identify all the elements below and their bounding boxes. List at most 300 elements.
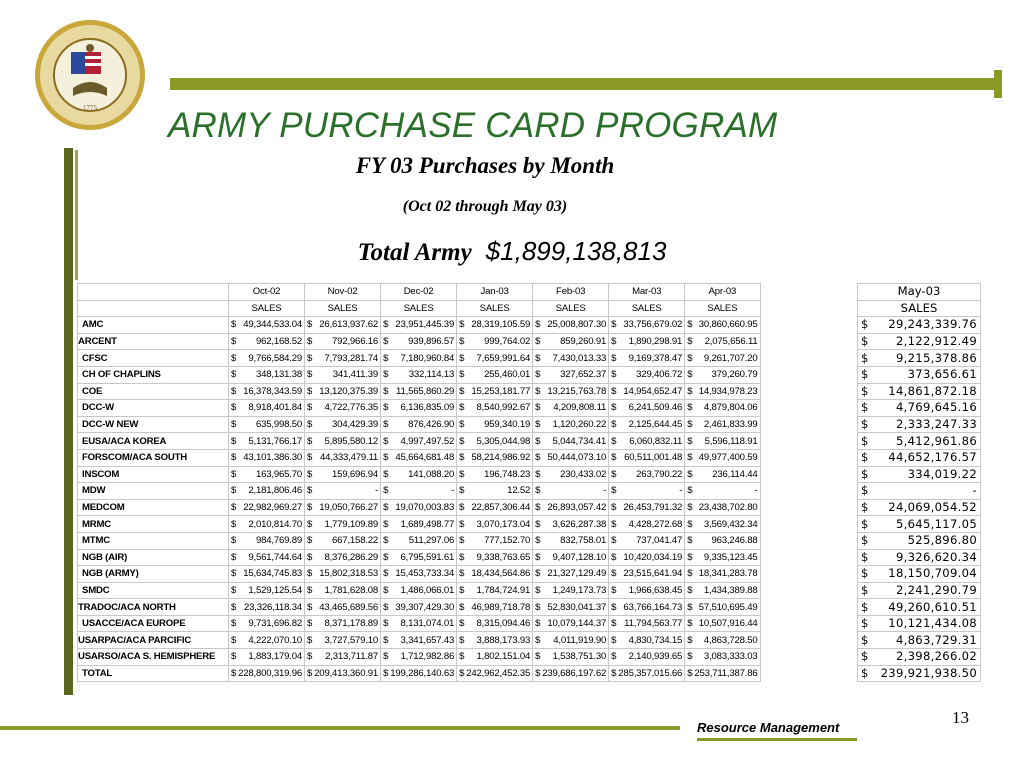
amount-cell: -	[388, 483, 456, 500]
currency-sign: $	[685, 599, 693, 616]
currency-sign: $	[457, 433, 465, 450]
currency-sign: $	[305, 615, 313, 632]
row-label: COE	[78, 383, 229, 400]
currency-sign: $	[457, 416, 465, 433]
amount-cell: 9,215,378.86	[871, 350, 980, 367]
amount-cell: 43,101,386.30	[236, 449, 304, 466]
currency-sign: $	[305, 499, 313, 516]
amount-cell: 1,784,724.91	[464, 582, 532, 599]
row-label: CH OF CHAPLINS	[78, 366, 229, 383]
amount-cell: 9,335,123.45	[692, 549, 760, 566]
currency-sign: $	[609, 532, 617, 549]
currency-sign: $	[609, 483, 617, 500]
currency-sign: $	[305, 433, 313, 450]
currency-sign: $	[457, 466, 465, 483]
currency-sign: $	[229, 549, 237, 566]
amount-cell: 832,758.01	[540, 532, 608, 549]
currency-sign: $	[305, 649, 313, 666]
amount-cell: 230,433.02	[540, 466, 608, 483]
amount-cell: -	[540, 483, 608, 500]
currency-sign: $	[457, 317, 465, 334]
currency-sign: $	[229, 665, 237, 682]
currency-sign: $	[381, 615, 389, 632]
currency-sign: $	[229, 483, 237, 500]
sales-subheader: SALES	[858, 300, 981, 317]
amount-cell: 49,260,610.51	[871, 599, 980, 616]
amount-cell: 285,357,015.66	[616, 665, 684, 682]
currency-sign: $	[457, 449, 465, 466]
currency-sign: $	[609, 665, 617, 682]
may-row	[858, 632, 981, 649]
amount-cell: 14,861,872.18	[871, 383, 980, 400]
currency-sign: $	[381, 350, 389, 367]
currency-sign: $	[685, 366, 693, 383]
currency-sign: $	[533, 665, 541, 682]
row-label: CFSC	[78, 350, 229, 367]
amount-cell: 159,696.94	[312, 466, 380, 483]
amount-cell: 26,613,937.62	[312, 317, 380, 334]
amount-cell: 876,426.90	[388, 416, 456, 433]
amount-cell: 6,795,591.61	[388, 549, 456, 566]
currency-sign: $	[609, 317, 617, 334]
currency-sign: $	[609, 350, 617, 367]
amount-cell: 1,890,298.91	[616, 333, 684, 350]
amount-cell: 14,954,652.47	[616, 383, 684, 400]
table-subheader-row	[78, 300, 761, 317]
row-label: MTMC	[78, 532, 229, 549]
currency-sign: $	[533, 466, 541, 483]
amount-cell: 18,150,709.04	[871, 566, 980, 583]
row-label: TOTAL	[78, 665, 229, 682]
currency-sign: $	[685, 632, 693, 649]
table-header-row	[78, 284, 761, 301]
amount-cell: 3,727,579.10	[312, 632, 380, 649]
amount-cell: 9,338,763.65	[464, 549, 532, 566]
amount-cell: 23,326,118.34	[236, 599, 304, 616]
amount-cell: 3,626,287.38	[540, 516, 608, 533]
amount-cell: 5,645,117.05	[871, 516, 980, 533]
amount-cell: 9,561,744.64	[236, 549, 304, 566]
amount-cell: 4,863,729.31	[871, 632, 980, 649]
top-accent-bar-end	[994, 70, 1002, 98]
amount-cell: 24,069,054.52	[871, 499, 980, 516]
amount-cell: 11,565,860.29	[388, 383, 456, 400]
currency-sign: $	[858, 416, 872, 433]
table-row	[78, 449, 761, 466]
amount-cell: 4,011,919.90	[540, 632, 608, 649]
amount-cell: 26,893,057.42	[540, 499, 608, 516]
currency-sign: $	[229, 350, 237, 367]
amount-cell: 209,413,360.91	[312, 665, 380, 682]
amount-cell: 255,460.01	[464, 366, 532, 383]
amount-cell: 163,965.70	[236, 466, 304, 483]
currency-sign: $	[533, 483, 541, 500]
currency-sign: $	[858, 582, 872, 599]
amount-cell: 3,341,657.43	[388, 632, 456, 649]
currency-sign: $	[457, 649, 465, 666]
amount-cell: 253,711,387.86	[692, 665, 760, 682]
amount-cell: 6,136,835.09	[388, 400, 456, 417]
currency-sign: $	[685, 615, 693, 632]
amount-cell: 22,982,969.27	[236, 499, 304, 516]
may-row	[858, 366, 981, 383]
month-header: Oct-02	[229, 284, 305, 301]
amount-cell: 667,158.22	[312, 532, 380, 549]
currency-sign: $	[457, 516, 465, 533]
amount-cell: 8,131,074.01	[388, 615, 456, 632]
currency-sign: $	[457, 333, 465, 350]
subheader-corner-cell	[78, 300, 229, 317]
amount-cell: 5,305,044.98	[464, 433, 532, 450]
row-label: DCC-W	[78, 400, 229, 417]
row-label: INSCOM	[78, 466, 229, 483]
currency-sign: $	[457, 549, 465, 566]
slide-period: (Oct 02 through May 03)	[402, 198, 568, 215]
amount-cell: -	[616, 483, 684, 500]
amount-cell: 22,857,306.44	[464, 499, 532, 516]
amount-cell: 4,209,808.11	[540, 400, 608, 417]
currency-sign: $	[381, 532, 389, 549]
currency-sign: $	[229, 599, 237, 616]
may-row	[858, 333, 981, 350]
table-row	[78, 383, 761, 400]
amount-cell: -	[871, 483, 980, 500]
amount-cell: 1,689,498.77	[388, 516, 456, 533]
amount-cell: 348,131.38	[236, 366, 304, 383]
currency-sign: $	[305, 317, 313, 334]
table-row	[78, 632, 761, 649]
currency-sign: $	[858, 433, 872, 450]
currency-sign: $	[381, 433, 389, 450]
currency-sign: $	[305, 466, 313, 483]
bottom-accent-bar	[0, 726, 680, 730]
table-row	[78, 466, 761, 483]
amount-cell: 46,989,718.78	[464, 599, 532, 616]
amount-cell: 792,966.16	[312, 333, 380, 350]
may-row	[858, 383, 981, 400]
currency-sign: $	[858, 317, 872, 334]
page-number: 13	[952, 708, 969, 727]
currency-sign: $	[305, 416, 313, 433]
currency-sign: $	[858, 599, 872, 616]
amount-cell: 4,830,734.15	[616, 632, 684, 649]
currency-sign: $	[685, 549, 693, 566]
total-army-line	[0, 236, 1024, 267]
amount-cell: 10,079,144.37	[540, 615, 608, 632]
amount-cell: 1,120,260.22	[540, 416, 608, 433]
amount-cell: 15,802,318.53	[312, 566, 380, 583]
amount-cell: 11,794,563.77	[616, 615, 684, 632]
amount-cell: 7,793,281.74	[312, 350, 380, 367]
month-header: Apr-03	[685, 284, 760, 301]
currency-sign: $	[381, 516, 389, 533]
may-row	[858, 615, 981, 632]
currency-sign: $	[533, 400, 541, 417]
left-accent-bar	[64, 148, 73, 695]
currency-sign: $	[685, 665, 693, 682]
amount-cell: 60,511,001.48	[616, 449, 684, 466]
amount-cell: 14,934,978.23	[692, 383, 760, 400]
currency-sign: $	[229, 400, 237, 417]
currency-sign: $	[381, 632, 389, 649]
month-header: Mar-03	[609, 284, 685, 301]
currency-sign: $	[858, 366, 872, 383]
amount-cell: 2,313,711.87	[312, 649, 380, 666]
amount-cell: 8,540,992.67	[464, 400, 532, 417]
total-army-value: $1,899,138,813	[485, 236, 667, 266]
amount-cell: 2,398,266.02	[871, 649, 980, 666]
amount-cell: 15,634,745.83	[236, 566, 304, 583]
currency-sign: $	[229, 466, 237, 483]
currency-sign: $	[381, 582, 389, 599]
amount-cell: 7,180,960.84	[388, 350, 456, 367]
row-label: USACCE/ACA EUROPE	[78, 615, 229, 632]
month-header: Nov-02	[305, 284, 381, 301]
currency-sign: $	[685, 499, 693, 516]
currency-sign: $	[685, 317, 693, 334]
currency-sign: $	[609, 632, 617, 649]
amount-cell: 57,510,695.49	[692, 599, 760, 616]
amount-cell: 334,019.22	[871, 466, 980, 483]
amount-cell: 1,712,982.86	[388, 649, 456, 666]
slide-title: ARMY PURCHASE CARD PROGRAM	[168, 106, 778, 145]
may-subheader-row	[858, 300, 981, 317]
currency-sign: $	[457, 615, 465, 632]
amount-cell: 2,010,814.70	[236, 516, 304, 533]
currency-sign: $	[533, 582, 541, 599]
may-purchases-table	[857, 283, 981, 682]
may-row	[858, 400, 981, 417]
row-label: USARPAC/ACA PARCIFIC	[78, 632, 229, 649]
currency-sign: $	[609, 566, 617, 583]
amount-cell: 239,921,938.50	[871, 665, 980, 682]
currency-sign: $	[305, 483, 313, 500]
amount-cell: 9,407,128.10	[540, 549, 608, 566]
amount-cell: 963,246.88	[692, 532, 760, 549]
amount-cell: 777,152.70	[464, 532, 532, 549]
currency-sign: $	[457, 483, 465, 500]
amount-cell: 1,529,125.54	[236, 582, 304, 599]
currency-sign: $	[609, 466, 617, 483]
amount-cell: 4,997,497.52	[388, 433, 456, 450]
currency-sign: $	[858, 400, 872, 417]
table-row	[78, 549, 761, 566]
table-row	[78, 317, 761, 334]
amount-cell: 21,327,129.49	[540, 566, 608, 583]
amount-cell: 26,453,791.32	[616, 499, 684, 516]
currency-sign: $	[858, 549, 872, 566]
amount-cell: 635,998.50	[236, 416, 304, 433]
currency-sign: $	[229, 632, 237, 649]
row-label: AMC	[78, 317, 229, 334]
currency-sign: $	[685, 532, 693, 549]
currency-sign: $	[609, 383, 617, 400]
amount-cell: 1,249,173.73	[540, 582, 608, 599]
amount-cell: 304,429.39	[312, 416, 380, 433]
amount-cell: 13,120,375.39	[312, 383, 380, 400]
currency-sign: $	[457, 499, 465, 516]
currency-sign: $	[229, 333, 237, 350]
currency-sign: $	[457, 366, 465, 383]
currency-sign: $	[685, 516, 693, 533]
currency-sign: $	[609, 333, 617, 350]
sales-subheader: SALES	[381, 300, 457, 317]
currency-sign: $	[858, 632, 872, 649]
amount-cell: 4,222,070.10	[236, 632, 304, 649]
currency-sign: $	[609, 582, 617, 599]
amount-cell: 959,340.19	[464, 416, 532, 433]
currency-sign: $	[533, 366, 541, 383]
table-row	[78, 483, 761, 500]
amount-cell: 939,896.57	[388, 333, 456, 350]
currency-sign: $	[457, 566, 465, 583]
amount-cell: 9,169,378.47	[616, 350, 684, 367]
amount-cell: 236,114.44	[692, 466, 760, 483]
currency-sign: $	[609, 615, 617, 632]
month-header: Dec-02	[381, 284, 457, 301]
sales-subheader: SALES	[685, 300, 760, 317]
may-row	[858, 483, 981, 500]
currency-sign: $	[229, 383, 237, 400]
currency-sign: $	[858, 483, 872, 500]
amount-cell: 15,253,181.77	[464, 383, 532, 400]
row-label: EUSA/ACA KOREA	[78, 433, 229, 450]
amount-cell: 49,344,533.04	[236, 317, 304, 334]
row-label: NGB (AIR)	[78, 549, 229, 566]
currency-sign: $	[229, 433, 237, 450]
amount-cell: 12.52	[464, 483, 532, 500]
table-row	[78, 566, 761, 583]
amount-cell: 239,686,197.62	[540, 665, 608, 682]
amount-cell: 33,756,679.02	[616, 317, 684, 334]
amount-cell: -	[312, 483, 380, 500]
currency-sign: $	[609, 599, 617, 616]
currency-sign: $	[381, 649, 389, 666]
amount-cell: 962,168.52	[236, 333, 304, 350]
currency-sign: $	[381, 499, 389, 516]
currency-sign: $	[381, 333, 389, 350]
currency-sign: $	[533, 350, 541, 367]
currency-sign: $	[229, 566, 237, 583]
header-corner-cell	[78, 284, 229, 301]
row-label: ARCENT	[78, 333, 229, 350]
currency-sign: $	[229, 317, 237, 334]
amount-cell: 18,434,564.86	[464, 566, 532, 583]
amount-cell: 4,863,728.50	[692, 632, 760, 649]
row-label: DCC-W NEW	[78, 416, 229, 433]
sales-subheader: SALES	[609, 300, 685, 317]
month-header: Feb-03	[533, 284, 609, 301]
sales-subheader: SALES	[305, 300, 381, 317]
amount-cell: 29,243,339.76	[871, 317, 980, 334]
amount-cell: 4,879,804.06	[692, 400, 760, 417]
amount-cell: 2,140,939.65	[616, 649, 684, 666]
amount-cell: 44,333,479.11	[312, 449, 380, 466]
amount-cell: 1,781,628.08	[312, 582, 380, 599]
currency-sign: $	[685, 483, 693, 500]
table-row	[78, 416, 761, 433]
currency-sign: $	[533, 333, 541, 350]
amount-cell: 58,214,986.92	[464, 449, 532, 466]
currency-sign: $	[305, 350, 313, 367]
amount-cell: 13,215,763.78	[540, 383, 608, 400]
amount-cell: 15,453,733.34	[388, 566, 456, 583]
currency-sign: $	[533, 499, 541, 516]
amount-cell: 8,371,178.89	[312, 615, 380, 632]
svg-text:1775: 1775	[83, 104, 97, 112]
currency-sign: $	[685, 449, 693, 466]
amount-cell: 141,088.20	[388, 466, 456, 483]
may-row	[858, 350, 981, 367]
currency-sign: $	[533, 532, 541, 549]
row-label: FORSCOM/ACA SOUTH	[78, 449, 229, 466]
amount-cell: 984,769.89	[236, 532, 304, 549]
may-row	[858, 549, 981, 566]
currency-sign: $	[305, 383, 313, 400]
table-row	[78, 499, 761, 516]
currency-sign: $	[533, 449, 541, 466]
currency-sign: $	[305, 632, 313, 649]
currency-sign: $	[533, 632, 541, 649]
amount-cell: 3,070,173.04	[464, 516, 532, 533]
amount-cell: 6,241,509.46	[616, 400, 684, 417]
currency-sign: $	[533, 549, 541, 566]
sales-subheader: SALES	[457, 300, 533, 317]
currency-sign: $	[457, 599, 465, 616]
amount-cell: 9,326,620.34	[871, 549, 980, 566]
table-row	[78, 615, 761, 632]
currency-sign: $	[305, 665, 313, 682]
total-army-label: Total Army	[357, 239, 472, 266]
currency-sign: $	[609, 433, 617, 450]
currency-sign: $	[381, 383, 389, 400]
amount-cell: 196,748.23	[464, 466, 532, 483]
total-row	[78, 665, 761, 682]
may-row	[858, 566, 981, 583]
currency-sign: $	[533, 566, 541, 583]
table-row	[78, 582, 761, 599]
amount-cell: 737,041.47	[616, 532, 684, 549]
amount-cell: 2,125,644.45	[616, 416, 684, 433]
row-label: USARSO/ACA S. HEMISPHERE	[78, 649, 229, 666]
currency-sign: $	[229, 449, 237, 466]
amount-cell: 8,376,286.29	[312, 549, 380, 566]
currency-sign: $	[858, 566, 872, 583]
row-label: MDW	[78, 483, 229, 500]
amount-cell: 373,656.61	[871, 366, 980, 383]
row-label: MEDCOM	[78, 499, 229, 516]
amount-cell: 2,075,656.11	[692, 333, 760, 350]
row-label: TRADOC/ACA NORTH	[78, 599, 229, 616]
currency-sign: $	[533, 416, 541, 433]
amount-cell: 16,378,343.59	[236, 383, 304, 400]
row-label: MRMC	[78, 516, 229, 533]
currency-sign: $	[858, 333, 872, 350]
currency-sign: $	[229, 615, 237, 632]
amount-cell: 4,428,272.68	[616, 516, 684, 533]
amount-cell: 10,420,034.19	[616, 549, 684, 566]
amount-cell: 525,896.80	[871, 532, 980, 549]
currency-sign: $	[533, 615, 541, 632]
amount-cell: 6,060,832.11	[616, 433, 684, 450]
currency-sign: $	[533, 516, 541, 533]
currency-sign: $	[533, 317, 541, 334]
top-accent-bar	[170, 78, 1000, 90]
currency-sign: $	[685, 566, 693, 583]
currency-sign: $	[685, 416, 693, 433]
may-row	[858, 516, 981, 533]
may-row	[858, 433, 981, 450]
